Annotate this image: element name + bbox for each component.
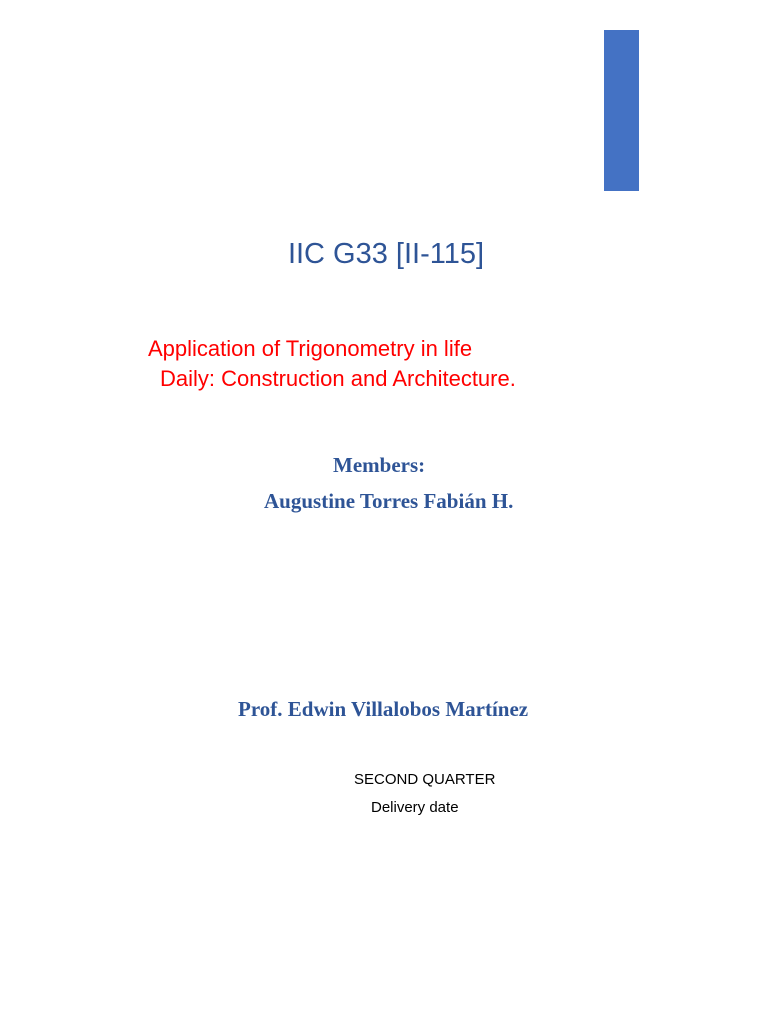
member-name: Augustine Torres Fabián H. [264, 489, 514, 513]
course-code: IIC G33 [II-115] [287, 238, 485, 270]
delivery-date-label: Delivery date [371, 799, 459, 816]
professor-name: Prof. Edwin Villalobos Martínez [238, 697, 529, 721]
members-label: Members: [333, 453, 426, 477]
decorative-accent-bar [604, 30, 639, 191]
document-title-line-1: Application of Trigonometry in life [148, 336, 473, 361]
document-title-line-2: Daily: Construction and Architecture. [160, 366, 516, 391]
quarter-label: SECOND QUARTER [354, 771, 496, 788]
